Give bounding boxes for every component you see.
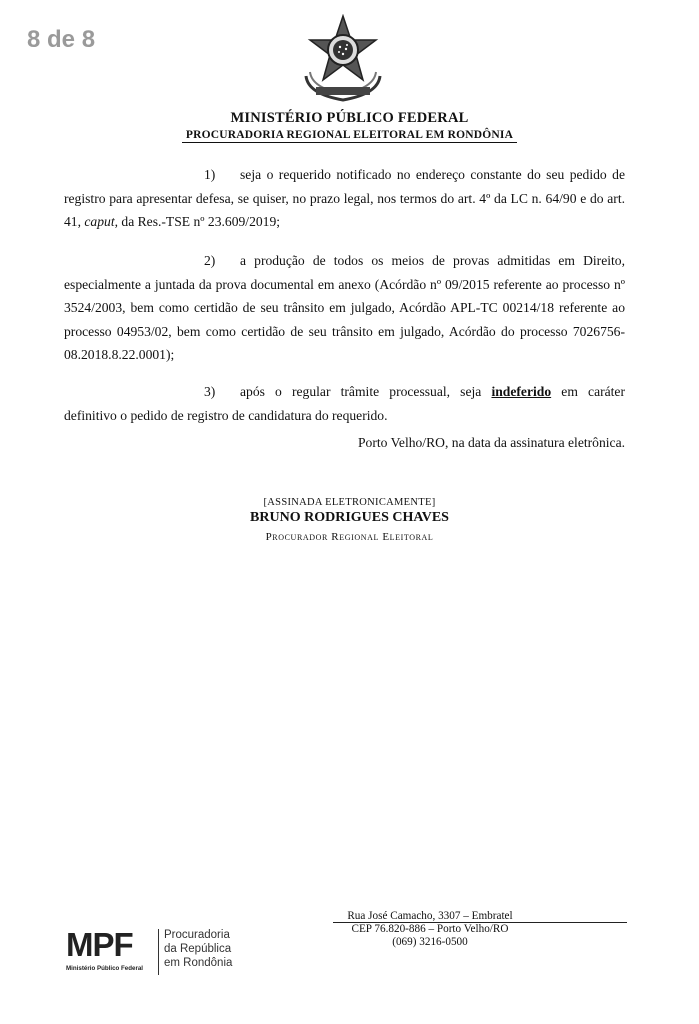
signature-block (0, 497, 699, 543)
request-item-3: 3) após o regular trâmite processual, seja indeferido em caráter definitivo o pedido de registro de candidatura do requerido. (64, 380, 625, 427)
mpf-logo (66, 926, 256, 977)
item-number: 3) (204, 384, 216, 399)
mpf-logo-side: Procuradoria da República em Rondônia (164, 929, 233, 969)
mpf-logo-text: MPF (66, 926, 133, 963)
item-number: 2) (204, 253, 216, 268)
page-indicator: 8 de 8 (27, 26, 96, 53)
header-title: MINISTÉRIO PÚBLICO FEDERAL (230, 110, 469, 126)
item-number: 1) (204, 167, 216, 182)
mpf-logo-caption: Ministério Público Federal (66, 965, 144, 972)
coat-of-arms-icon (302, 14, 384, 104)
request-item-2: 2) a produção de todos os meios de provas admitidas em Direito, especialmente a juntada da prova documental em anexo (Acórdão nº 09/2015 referente ao processo nº 3524/2003, bem como certidão de seu trânsito em julgado, Acórdão APL-TC 00214/18 referente ao processo 04953/02, bem como certidão de seu trânsito em julgado, Acórdão do processo 7026756-08.2018.8.22.0001); (64, 249, 625, 367)
signer-role: Procurador Regional Eleitoral (265, 531, 434, 543)
closing-line: Porto Velho/RO, na data da assinatura eletrônica. (357, 435, 625, 450)
request-item-1: 1) seja o requerido notificado no endereço constante do seu pedido de registro para apresentar defesa, se quiser, no prazo legal, nos termos do art. 4º da LC n. 64/90 e do art. 41, caput, da Res.-TSE nº 23.609/2019; (64, 163, 625, 234)
signer-name: BRUNO RODRIGUES CHAVES (250, 510, 449, 525)
emphasis-indeferido: indeferido (491, 384, 552, 399)
signature-note: [ASSINADA ELETRONICAMENTE] (263, 497, 436, 508)
header-subtitle: PROCURADORIA REGIONAL ELEITORAL EM RONDÔNIA (0, 129, 699, 141)
footer-address: Rua José Camacho, 3307 – Embratel CEP 76.820-886 – Porto Velho/RO (069) 3216-0500 (347, 910, 513, 948)
